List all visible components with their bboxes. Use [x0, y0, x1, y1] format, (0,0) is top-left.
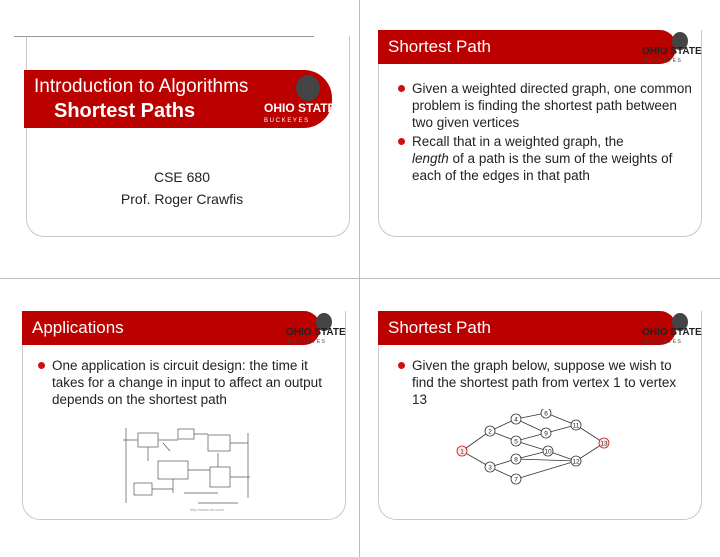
graph-node-label: 8: [514, 456, 518, 464]
slide-title-text: Shortest Path: [388, 318, 492, 337]
slide-title: [14, 36, 354, 276]
graph-node-label: 2: [488, 428, 492, 436]
horizontal-divider: [0, 278, 720, 279]
graph-node-label: 13: [600, 440, 608, 448]
svg-text:B U C K E Y E S: B U C K E Y E S: [288, 339, 325, 345]
graph-edge: [516, 459, 576, 461]
course-name: CSE 680: [153, 169, 211, 185]
graph-node-label: 10: [544, 448, 552, 456]
ohio-state-logo: [284, 313, 348, 345]
bullet-item: [394, 357, 694, 408]
svg-text:OHIO STATE: OHIO STATE: [642, 46, 702, 57]
slide-subtitle-text: Shortest Paths: [54, 100, 196, 122]
svg-text:OHIO STATE: OHIO STATE: [642, 327, 702, 338]
bullet-list: [34, 357, 324, 410]
svg-text:B U C K E Y E S: B U C K E Y E S: [644, 58, 681, 64]
bullet-item: [394, 80, 694, 131]
graph-node-label: 6: [544, 410, 548, 418]
graph-node-label: 4: [514, 416, 518, 424]
bullet-emphasis: length: [412, 151, 449, 166]
circuit-diagram-image: [118, 423, 258, 515]
ohio-state-logo: [260, 72, 342, 124]
slide-shortest-path-graph: [366, 311, 706, 551]
bullet-list: [394, 357, 694, 410]
slide-title-bar: [378, 311, 676, 345]
bullet-text: Recall that in a weighted graph, the: [412, 134, 624, 149]
graph-edge: [516, 461, 576, 479]
svg-text:B U C K E Y E S: B U C K E Y E S: [264, 118, 309, 124]
graph-node-label: 11: [572, 422, 580, 430]
bullet-item: [34, 357, 324, 408]
svg-text:B U C K E Y E S: B U C K E Y E S: [644, 339, 681, 345]
bullet-text: Given a weighted directed graph, one common problem is finding the shortest path between two given vertices: [412, 81, 692, 130]
ohio-state-logo: [640, 313, 704, 345]
graph-node-label: 3: [488, 464, 492, 472]
bullet-list: [394, 80, 694, 186]
slide-applications: [10, 311, 350, 551]
slide-title-bar: [22, 311, 320, 345]
svg-text:OHIO STATE: OHIO STATE: [264, 101, 336, 115]
bullet-text: of a path is the sum of the weights of each of the edges in that path: [412, 151, 673, 183]
slide-title-text: Introduction to Algorithms: [34, 76, 249, 97]
slide-title-text: Shortest Path: [388, 37, 492, 56]
slide-title-bar: [378, 30, 676, 64]
bullet-text: One application is circuit design: the time it takes for a change in input to affect an output depends on the shortest path: [52, 358, 322, 407]
image-credit: http://www.ee.com/: [190, 507, 224, 512]
bullet-item: [394, 133, 694, 184]
graph-diagram: [454, 409, 614, 493]
svg-text:OHIO STATE: OHIO STATE: [286, 327, 346, 338]
top-rule: [14, 36, 314, 37]
graph-node-label: 9: [544, 430, 548, 438]
graph-node-label: 5: [514, 438, 518, 446]
graph-node-label: 12: [572, 458, 580, 466]
graph-node-label: 1: [460, 448, 464, 456]
ohio-state-logo: [640, 32, 704, 64]
title-banner: [24, 70, 336, 128]
bullet-text: Given the graph below, suppose we wish to find the shortest path from vertex 1 to vertex 13: [412, 358, 677, 407]
slide-shortest-path-intro: [366, 30, 706, 270]
slide-title-text: Applications: [32, 318, 124, 337]
graph-node-label: 7: [514, 476, 518, 484]
author-name: Prof. Roger Crawfis: [120, 191, 244, 207]
